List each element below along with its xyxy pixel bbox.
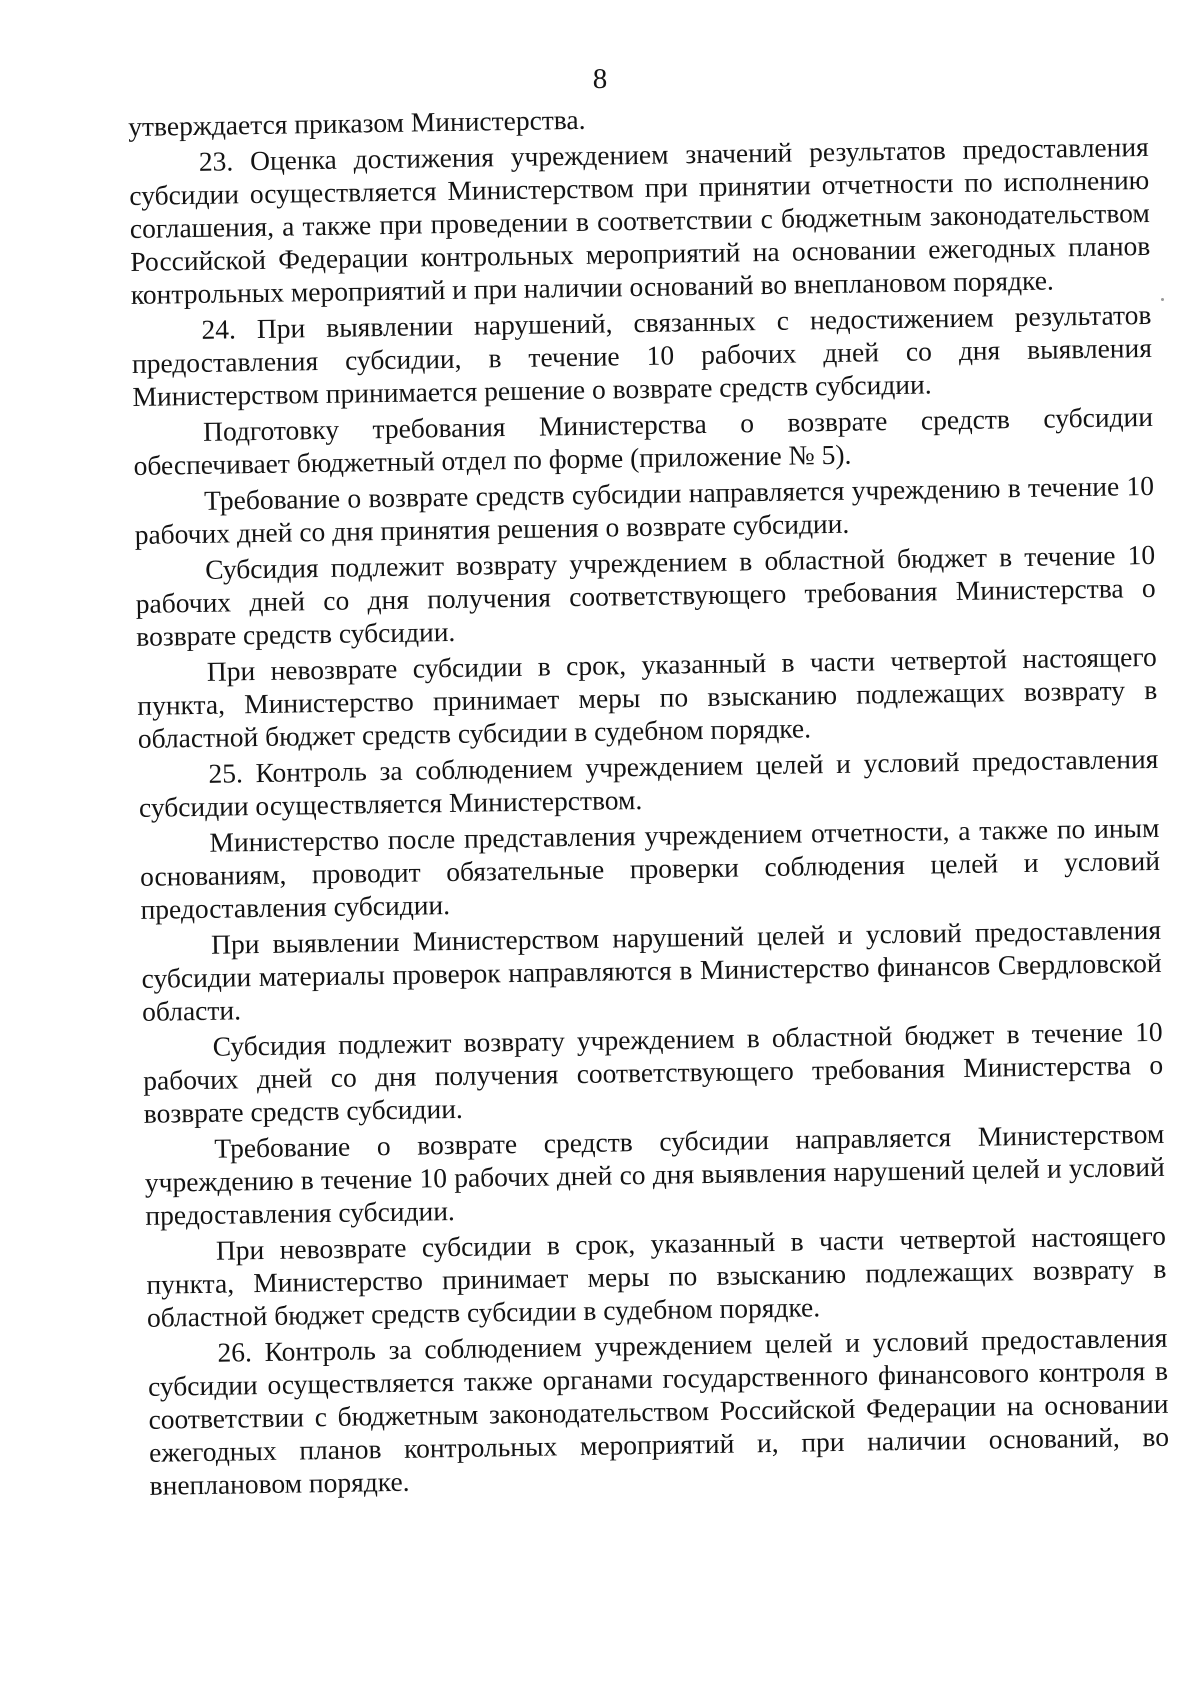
paragraph-item-26: 26. Контроль за соблюдением учреждением целей и условий предоставления субсидии осуществляется также органами государственного финансового контроля в соответствии с бюджетным законодательством Российской Федерации на основании ежегодных планов контрольных мероприятий и, при наличии оснований, во внеплановом порядке. <box>147 1321 1170 1501</box>
paragraph-item-25-requirement-sent: Требование о возврате средств субсидии направляется Министерством учреждению в течение 10 рабочих дней со дня выявления нарушений целей и условий предоставления субсидии. <box>144 1117 1165 1231</box>
paragraph-item-25-refund: Субсидия подлежит возврату учреждением в областной бюджет в течение 10 рабочих дней со дня получения соответствующего требования Министерства о возврате средств субсидии. <box>143 1015 1164 1129</box>
paragraph-item-25-non-refund: При невозврате субсидии в срок, указанный в части четвертой настоящего пункта, Министерство принимает меры по взысканию подлежащих возврату в областной бюджет средств субсидии в судебном порядке. <box>146 1219 1167 1333</box>
paragraph-item-25: 25. Контроль за соблюдением учреждением целей и условий предоставления субсидии осуществляется Министерством. <box>138 742 1159 823</box>
paragraph-item-23: 23. Оценка достижения учреждением значений результатов предоставления субсидии осуществляется Министерством при принятии отчетности по исполнению соглашения, а также при проведении в соответствии с бюджетным законодательством Российской Федерации контрольных мероприятий на основании ежегодных планов контрольных мероприятий и при наличии оснований во внеплановом порядке. <box>129 130 1151 310</box>
document-body <box>128 94 1170 1502</box>
paragraph-item-24-refund: Субсидия подлежит возврату учреждением в областной бюджет в течение 10 рабочих дней со дня получения соответствующего требования Министерства о возврате средств субсидии. <box>135 538 1156 652</box>
paragraph-item-25-violations: При выявлении Министерством нарушений целей и условий предоставления субсидии материалы проверок направляются в Министерство финансов Свердловской области. <box>141 913 1162 1027</box>
paragraph-item-24-requirement-prep: Подготовку требования Министерства о возврате средств субсидии обеспечивает бюджетный отдел по форме (приложение № 5). <box>133 400 1154 481</box>
paragraph-item-25-inspections: Министерство после представления учреждением отчетности, а также по иным основаниям, проводит обязательные проверки соблюдения целей и условий предоставления субсидии. <box>139 811 1161 925</box>
page-number: 8 <box>592 63 608 95</box>
scan-speck <box>1161 298 1164 301</box>
paragraph-item-24-requirement-sent: Требование о возврате средств субсидии направляется учреждению в течение 10 рабочих дней со дня принятия решения о возврате субсидии. <box>134 469 1155 550</box>
paragraph-item-24-non-refund: При невозврате субсидии в срок, указанный в части четвертой настоящего пункта, Министерство принимает меры по взысканию подлежащих возврату в областной бюджет средств субсидии в судебном порядке. <box>137 640 1158 754</box>
paragraph-continuation: утверждается приказом Министерства. <box>128 103 586 142</box>
paragraph-item-24: 24. При выявлении нарушений, связанных с недостижением результатов предоставления субсидии, в течение 10 рабочих дней со дня выявления Министерством принимается решение о возврате средств субсидии. <box>131 298 1153 412</box>
